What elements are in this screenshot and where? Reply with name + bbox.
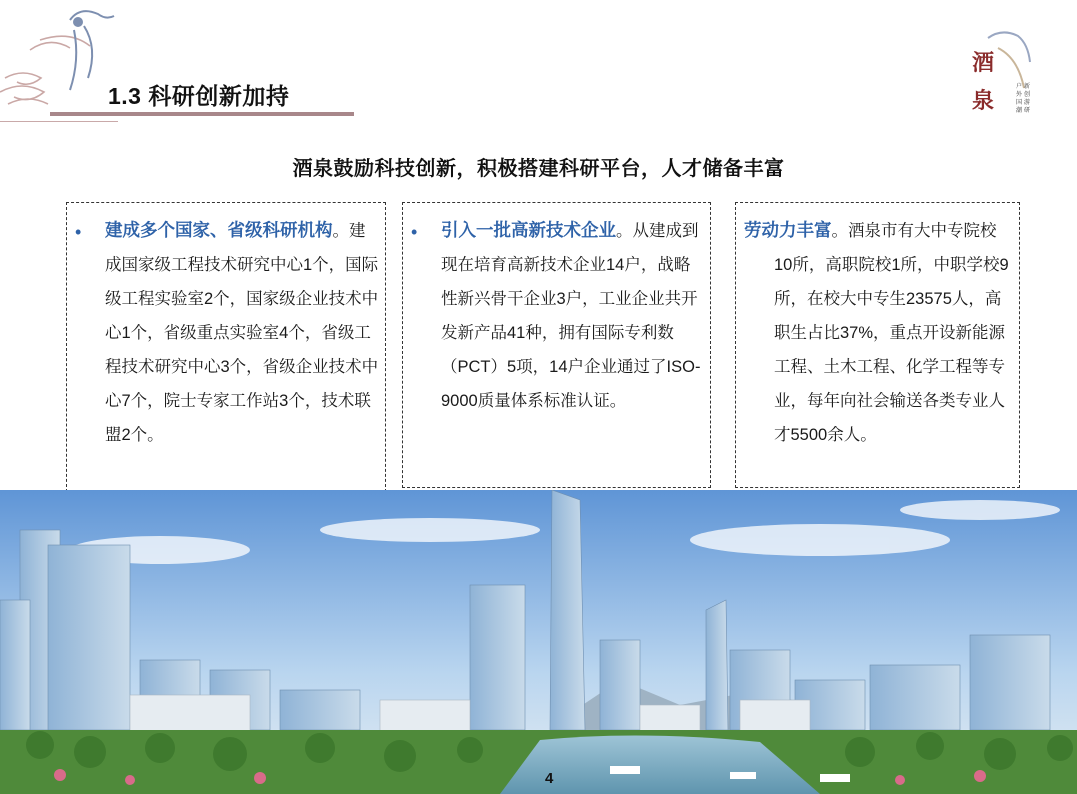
info-box-highlight: 劳动力丰富 <box>744 220 832 240</box>
info-box-text: 。建成国家级工程技术研究中心1个，国际级工程实验室2个，国家级企业技术中心1个，省级重点实验室4个，省级工程技术研究中心3个，省级企业技术中心7个，院士专家工作站3个，技术联盟2个。 <box>105 222 379 444</box>
title-rule-thin <box>0 121 118 122</box>
headline: 酒泉鼓励科技创新，积极搭建科研平台，人才储备丰富 <box>292 158 785 180</box>
svg-text:泉: 泉 <box>972 88 995 114</box>
svg-text:潮: 潮 <box>1016 107 1023 114</box>
svg-text:研: 研 <box>1024 107 1031 114</box>
jiuquan-logo <box>968 28 1034 132</box>
info-box-highlight: 引入一批高新技术企业 <box>441 220 616 240</box>
slide-title-wrap <box>108 78 289 111</box>
slide-title: 1.3 科研创新加持 <box>108 83 290 109</box>
city-skyline-photo <box>0 490 1077 794</box>
title-rule <box>50 112 354 116</box>
svg-text:新: 新 <box>1024 83 1031 90</box>
info-box-hightech <box>402 202 711 488</box>
bullet-dot-icon: • <box>411 222 418 242</box>
info-box-research <box>66 202 386 492</box>
info-box-text: 。从建成到现在培育高新技术企业14户，战略性新兴骨干企业3户，工业企业共开发新产品41种，拥有国际专利数（PCT）5项，14户企业通过了ISO-9000质量体系标准认证。 <box>441 222 701 410</box>
svg-text:户: 户 <box>1016 83 1023 90</box>
svg-text:创: 创 <box>1024 91 1031 98</box>
bullet-dot-icon: • <box>75 222 82 242</box>
svg-text:外: 外 <box>1016 91 1023 98</box>
svg-text:国: 国 <box>1016 99 1023 106</box>
info-box-highlight: 建成多个国家、省级科研机构 <box>105 220 333 240</box>
svg-text:酒: 酒 <box>972 50 995 76</box>
page-number: 4 <box>545 770 554 787</box>
info-box-labor <box>735 202 1020 488</box>
info-box-text: 。酒泉市有大中专院校10所，高职院校1所，中职学校9所，在校大中专生23575人，高职生占比37%，重点开设新能源工程、土木工程、化学工程等专业，每年向社会输送各类专业人才5500余人。 <box>774 222 1009 444</box>
svg-text:游: 游 <box>1024 99 1031 106</box>
